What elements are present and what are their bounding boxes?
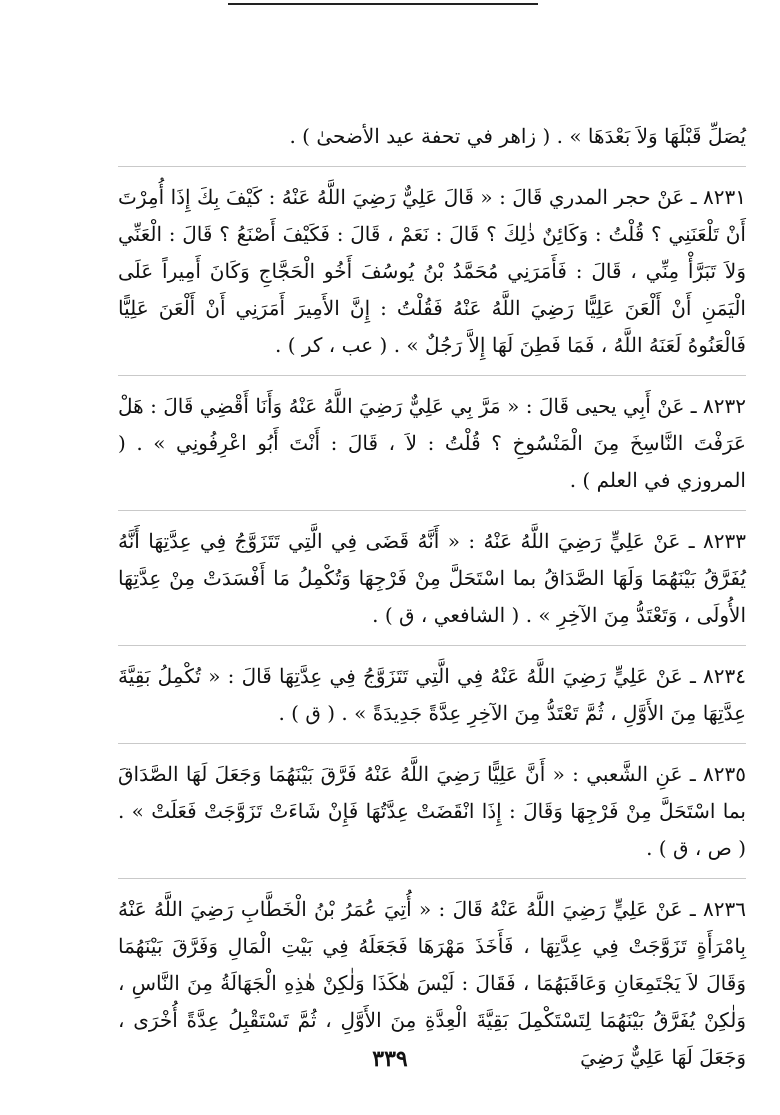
separator [118, 878, 746, 879]
paragraph-continuation: يُصَلِّ قَبْلَهَا وَلاَ بَعْدَهَا » . ( زاهر في تحفة عيد الأضحىٰ ) . [289, 124, 746, 148]
paragraph-8233: ٨٢٣٣ ـ عَنْ عَلِيٍّ رَضِيَ اللَّهُ عَنْهُ : « أَنَّهُ قَضَى فِي الَّتِي تَتَزَوَّجُ فِي عِدَّتِهَا أَنَّهُ يُفَرَّقُ بَيْنَهُمَا وَلَهَا الصَّدَاقُ بما اسْتَحَلَّ مِنْ فَرْجِهَا وَتُكْمِلُ مَا أَفْسَدَتْ مِنْ عِدَّتِهَا الأُولَى ، وَتَعْتَدُّ مِنَ الآخِرِ » . ( الشافعي ، ق ) . [118, 529, 746, 627]
page-number: ٣٣٩ [372, 1046, 408, 1072]
page-body [118, 118, 746, 1076]
separator [118, 743, 746, 744]
top-rule [228, 3, 538, 5]
separator [118, 510, 746, 511]
paragraph-8234: ٨٢٣٤ ـ عَنْ عَلِيٍّ رَضِيَ اللَّهُ عَنْهُ فِي الَّتِي تَتَزَوَّجُ فِي عِدَّتِهَا قَالَ : « تُكْمِلُ بَقِيَّةَ عِدَّتِهَا مِنَ الأَوَّلِ ، ثُمَّ تَعْتَدُّ مِنَ الآخِرِ عِدَّةً جَدِيدَةً » . ( ق ) . [118, 664, 746, 725]
paragraph-8232: ٨٢٣٢ ـ عَنْ أَبِي يحيى قَالَ : « مَرَّ بِي عَلِيٌّ رَضِيَ اللَّهُ عَنْهُ وَأَنَا أَقْضِي قَالَ : هَلْ عَرَفْتَ النَّاسِخَ مِنَ الْمَنْسُوخِ ؟ قُلْتُ : لاَ ، قَالَ : أَنْتَ أَبُو اعْرِفُونِي » . ( المروزي في العلم ) . [118, 394, 746, 492]
paragraph-8235: ٨٢٣٥ ـ عَنِ الشَّعبي : « أَنَّ عَلِيًّا رَضِيَ اللَّهُ عَنْهُ فَرَّقَ بَيْنَهُمَا وَجَعَلَ لَهَا الصَّدَاقَ بما اسْتَحَلَّ مِنْ فَرْجِهَا وَقَالَ : إِذَا انْقَضَتْ عِدَّتُهَا فَإِنْ شَاءَتْ تَزَوَّجَتْ فَعَلَتْ » . ( ص ، ق ) . [118, 762, 746, 860]
separator [118, 645, 746, 646]
separator [118, 375, 746, 376]
paragraph-8231: ٨٢٣١ ـ عَنْ حجر المدري قَالَ : « قَالَ عَلِيٌّ رَضِيَ اللَّهُ عَنْهُ : كَيْفَ بِكَ إِذَا أُمِرْتَ أَنْ تَلْعَنَنِي ؟ قُلْتُ : وَكَائِنٌ ذٰلِكَ ؟ قَالَ : نَعَمْ ، قَالَ : فَكَيْفَ أَصْنَعُ ؟ قَالَ : الْعَنِّي وَلاَ تَبَرَّأْ مِنِّي ، قَالَ : فَأَمَرَنِي مُحَمَّدُ بْنُ يُوسُفَ أَخُو الْحَجَّاجِ وَكَانَ أَمِيراً عَلَى الْيَمَنِ أَنْ أَلْعَنَ عَلِيًّا رَضِيَ اللَّهُ عَنْهُ فَقُلْتُ : إِنَّ الأَمِيرَ أَمَرَنِي أَنْ أَلْعَنَ عَلِيًّا فَالْعَنُوهُ لَعَنَهُ اللَّهُ ، فَمَا فَطِنَ لَهَا إِلاَّ رَجُلٌ » . ( عب ، كر ) . [118, 185, 746, 357]
separator [118, 166, 746, 167]
paragraph-8236: ٨٢٣٦ ـ عَنْ عَلِيٍّ رَضِيَ اللَّهُ عَنْهُ قَالَ : « أُتِيَ عُمَرُ بْنُ الْخَطَّابِ رَضِيَ اللَّهُ عَنْهُ بِامْرَأَةٍ تَزَوَّجَتْ فِي عِدَّتِهَا ، فَأَخَذَ مَهْرَهَا فَجَعَلَهُ فِي بَيْتِ الْمَالِ وَفَرَّقَ بَيْنَهُمَا وَقَالَ لاَ يَجْتَمِعَانِ وَعَاقَبَهُمَا ، فَقَالَ : لَيْسَ هٰكَذَا وَلٰكِنْ هٰذِهِ الْجَهَالَةُ مِنَ النَّاسِ ، وَلٰكِنْ يُفَرَّقُ بَيْنَهُمَا لِتَسْتَكْمِلَ بَقِيَّةَ الْعِدَّةِ مِنَ الأَوَّلِ ، ثُمَّ تَسْتَقْبِلُ عِدَّةً أُخْرَى ، وَجَعَلَ لَهَا عَلِيٌّ رَضِيَ [118, 897, 746, 1069]
